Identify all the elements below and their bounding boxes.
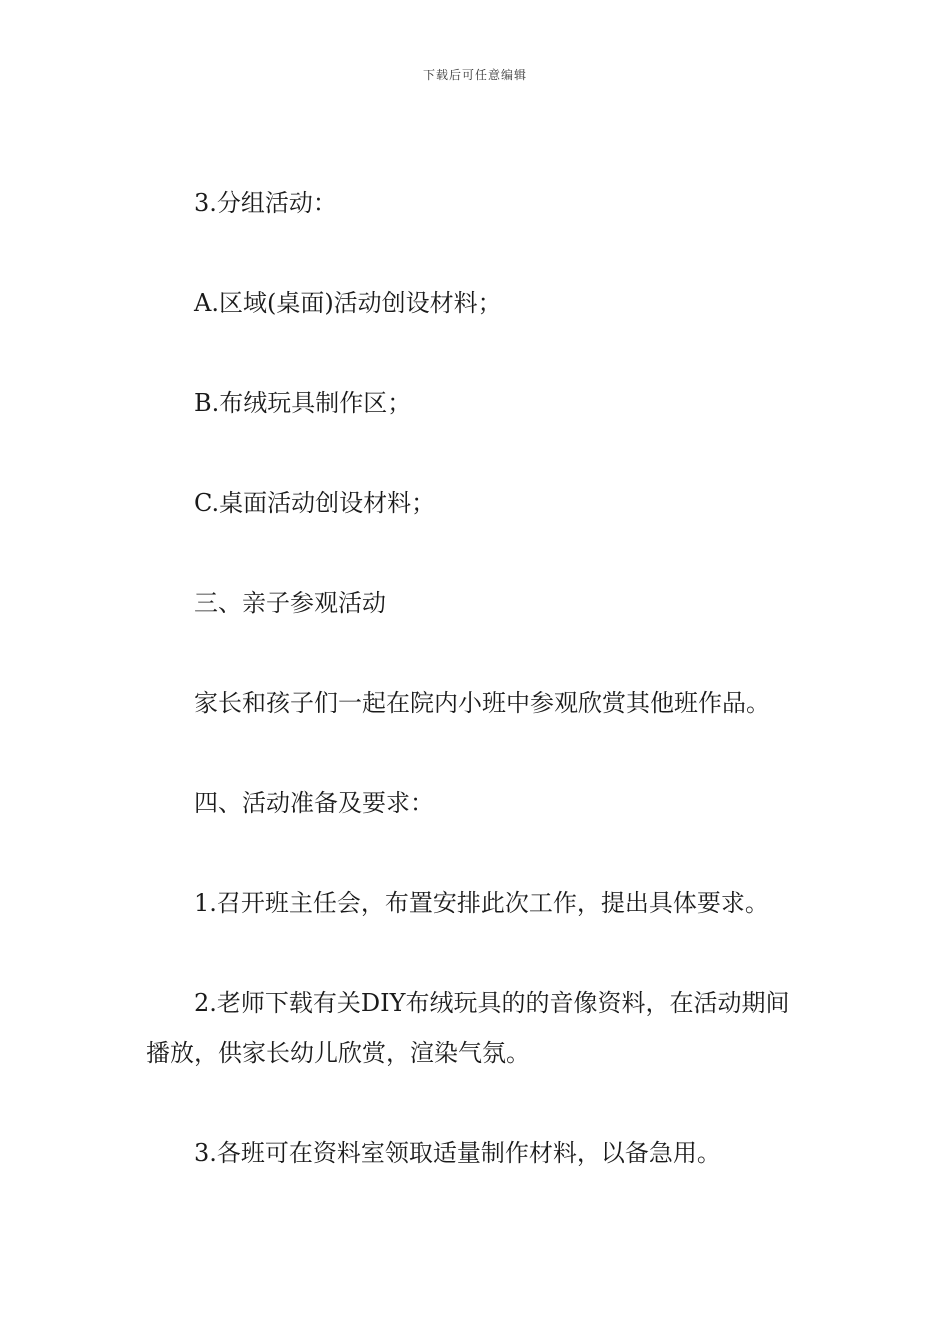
paragraph-visit: 家长和孩子们一起在院内小班中参观欣赏其他班作品。 <box>194 689 770 717</box>
document-body <box>146 178 810 1228</box>
paragraph-group-activity: 3.分组活动： <box>194 189 337 217</box>
section-heading-4: 四、活动准备及要求： <box>194 789 434 817</box>
paragraph-requirement-1: 1.召开班主任会，布置安排此次工作，提出具体要求。 <box>194 889 769 917</box>
paragraph-requirement-3: 3.各班可在资料室领取适量制作材料，以备急用。 <box>194 1139 721 1167</box>
page-header-note: 下载后可任意编辑 <box>422 68 527 82</box>
section-heading-3: 三、亲子参观活动 <box>194 589 386 617</box>
paragraph-item-a: A.区域(桌面)活动创设材料； <box>194 289 502 317</box>
paragraph-requirement-2: 2.老师下载有关DIY布绒玩具的的音像资料，在活动期间播放，供家长幼儿欣赏，渲染气氛。 <box>146 989 790 1067</box>
paragraph-item-b: B.布绒玩具制作区； <box>194 389 412 417</box>
paragraph-item-c: C.桌面活动创设材料； <box>194 489 436 517</box>
